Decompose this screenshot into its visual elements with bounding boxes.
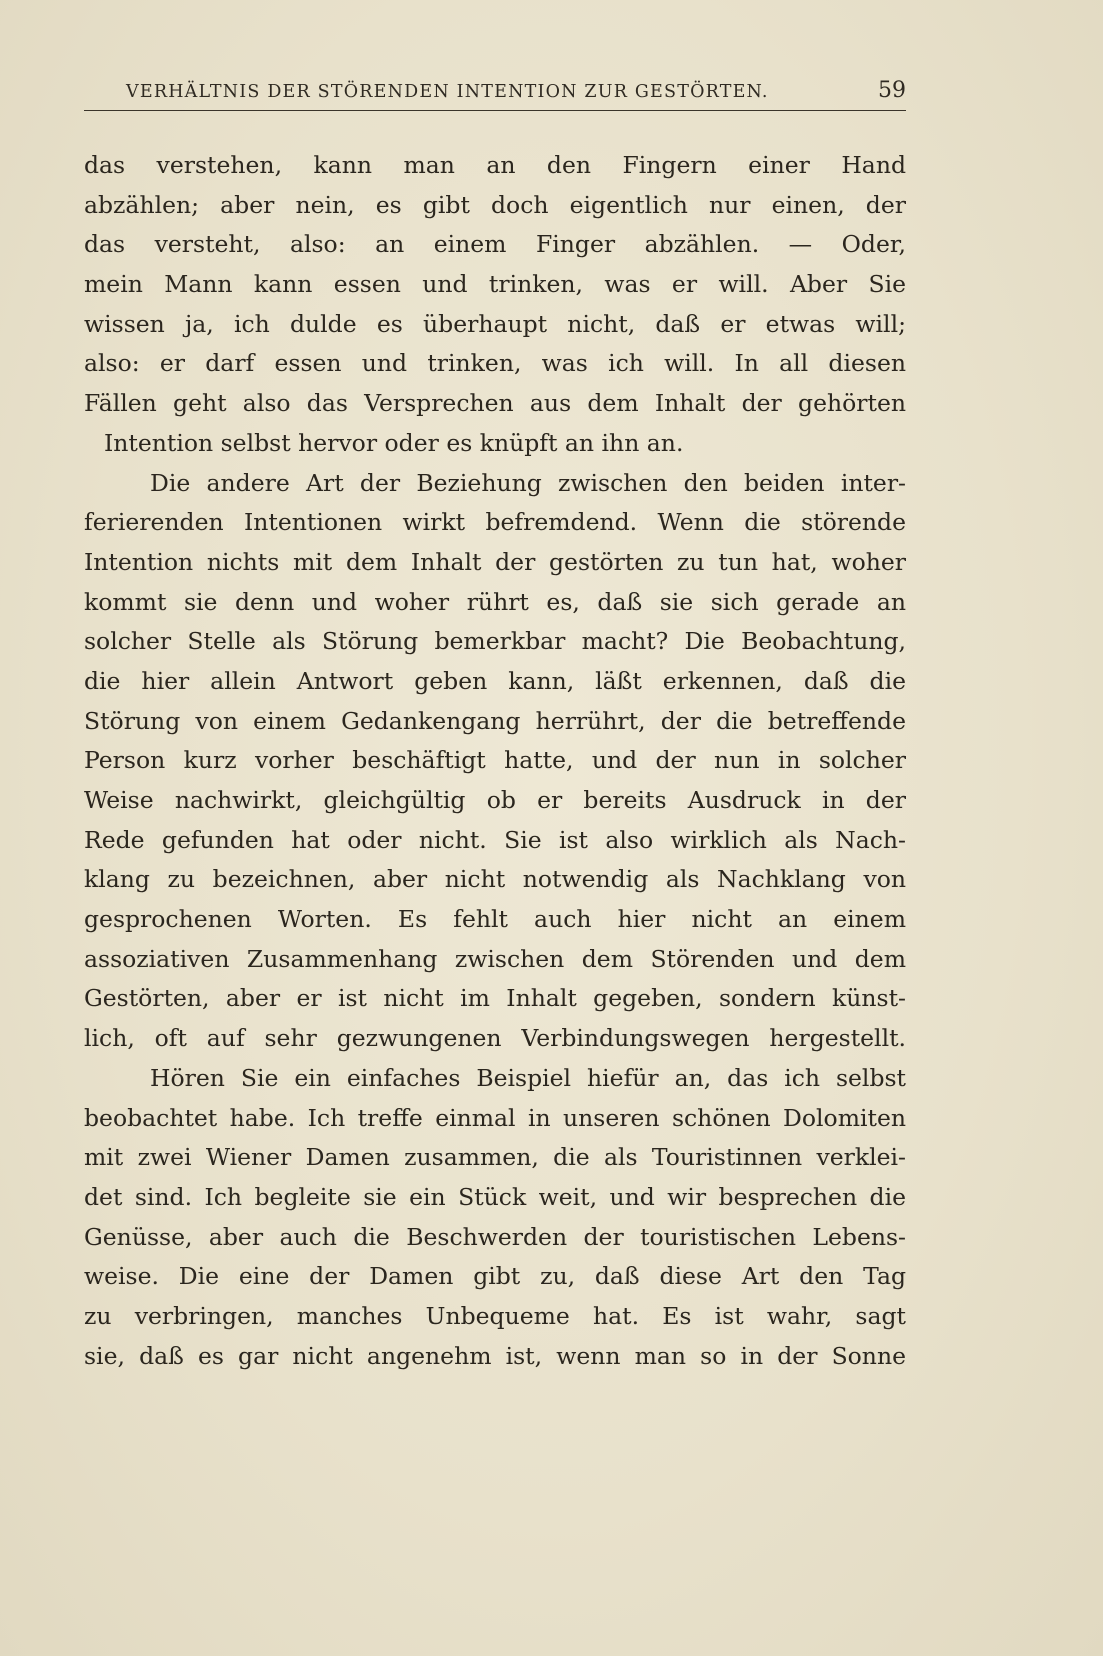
text-line: Genüsse, aber auch die Beschwerden der touristischen Lebens- [84,1222,906,1251]
text-line: weise. Die eine der Damen gibt zu, daß diese Art den Tag [84,1262,906,1291]
text-line: das versteht, also: an einem Finger abzählen. — Oder, [84,230,906,259]
running-head [84,74,906,108]
text-line: assoziativen Zusammenhang zwischen dem Störenden und dem [84,944,906,973]
text-line: Gestörten, aber er ist nicht im Inhalt gegeben, sondern künst- [84,984,906,1013]
text-line: gesprochenen Worten. Es fehlt auch hier nicht an einem [84,905,906,934]
body-text [84,146,906,1376]
text-line: lich, oft auf sehr gezwungenen Verbindungswegen hergestellt. [84,1024,906,1053]
text-line: zu verbringen, manches Unbequeme hat. Es ist wahr, sagt [84,1301,906,1330]
text-line: Fällen geht also das Versprechen aus dem Inhalt der gehörten [84,389,906,418]
text-line: das verstehen, kann man an den Fingern einer Hand [84,151,906,179]
text-line: mein Mann kann essen und trinken, was er will. Aber Sie [84,270,906,299]
text-line: wissen ja, ich dulde es überhaupt nicht, daß er etwas will; [84,309,906,338]
text-line: mit zwei Wiener Damen zusammen, die als Touristinnen verklei- [84,1143,906,1172]
page-number: 59 [878,78,906,103]
text-line: solcher Stelle als Störung bemerkbar macht? Die Beobachtung, [84,627,906,656]
text-line: Person kurz vorher beschäftigt hatte, und der nun in solcher [84,746,906,775]
paragraph-first-line: Hören Sie ein einfaches Beispiel hiefür an, das ich selbst [150,1063,906,1092]
header-rule [84,110,906,111]
text-line: sie, daß es gar nicht angenehm ist, wenn man so in der Sonne [84,1341,906,1370]
text-line: Rede gefunden hat oder nicht. Sie ist also wirklich als Nach- [84,825,906,854]
text-line: kommt sie denn und woher rührt es, daß sie sich gerade an [84,587,906,616]
text-line: ferierenden Intentionen wirkt befremdend. Wenn die störende [84,508,906,537]
text-line: Störung von einem Gedankengang herrührt, der die betreffende [84,706,906,735]
text-line: also: er darf essen und trinken, was ich will. In all diesen [84,349,906,378]
text-line: abzählen; aber nein, es gibt doch eigentlich nur einen, der [84,190,906,219]
text-line: det sind. Ich begleite sie ein Stück weit, und wir besprechen die [84,1182,906,1211]
running-title: VERHÄLTNIS DER STÖRENDEN INTENTION ZUR GESTÖRTEN. [126,82,769,102]
text-line: Intention selbst hervor oder es knüpft an ihn an. [104,428,684,457]
text-line: klang zu bezeichnen, aber nicht notwendig als Nachklang von [84,865,906,894]
text-line: Intention nichts mit dem Inhalt der gestörten zu tun hat, woher [84,547,906,576]
paragraph-first-line: Die andere Art der Beziehung zwischen den beiden inter- [150,468,906,497]
text-line: Weise nachwirkt, gleichgültig ob er bereits Ausdruck in der [84,786,906,814]
text-line: beobachtet habe. Ich treffe einmal in unseren schönen Dolomiten [84,1103,906,1132]
text-line: die hier allein Antwort geben kann, läßt erkennen, daß die [84,666,906,695]
